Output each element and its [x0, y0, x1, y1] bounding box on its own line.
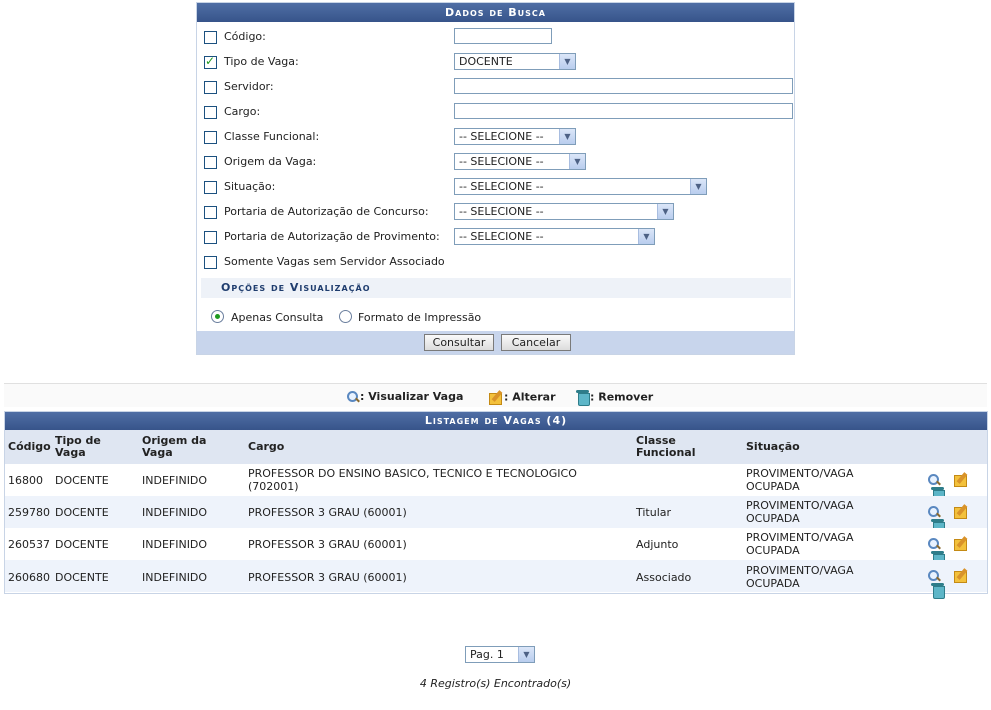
- portaria-concurso-value: -- SELECIONE --: [459, 205, 544, 218]
- edit-icon: [488, 390, 504, 405]
- row-situacao: [197, 178, 794, 200]
- table-row: [5, 560, 987, 592]
- legend-visualizar-label: : Visualizar Vaga: [360, 390, 464, 403]
- servidor-input[interactable]: [454, 78, 793, 94]
- button-bar: [197, 331, 794, 354]
- chevron-down-icon: ▼: [559, 54, 575, 69]
- cell-situacao: PROVIMENTO/VAGA OCUPADA: [746, 564, 854, 590]
- cell-classe: Titular: [636, 506, 672, 519]
- edit-icon[interactable]: [953, 568, 969, 583]
- chevron-down-icon: ▼: [518, 647, 534, 662]
- classe-funcional-label: Classe Funcional:: [224, 130, 320, 143]
- header-classe: Classe Funcional: [636, 434, 696, 459]
- cell-cargo: PROFESSOR DO ENSINO BASICO, TECNICO E TECNOLOGICO (702001): [248, 467, 577, 493]
- edit-icon[interactable]: [953, 472, 969, 487]
- cell-tipo: DOCENTE: [55, 506, 109, 519]
- row-actions: [927, 568, 983, 584]
- apenas-consulta-label: Apenas Consulta: [231, 311, 324, 324]
- formato-impressao-radio[interactable]: [339, 310, 352, 323]
- cell-classe: Associado: [636, 571, 692, 584]
- consultar-button[interactable]: Consultar: [424, 334, 494, 351]
- portaria-concurso-checkbox[interactable]: [204, 206, 217, 219]
- tipo-vaga-checkbox[interactable]: [204, 56, 217, 69]
- header-situacao: Situação: [746, 440, 800, 453]
- cell-codigo: 260537: [8, 538, 50, 551]
- row-somente-vagas: [197, 253, 794, 275]
- cell-tipo: DOCENTE: [55, 538, 109, 551]
- classe-funcional-value: -- SELECIONE --: [459, 130, 544, 143]
- codigo-input[interactable]: [454, 28, 552, 44]
- row-portaria-provimento: [197, 228, 794, 250]
- situacao-label: Situação:: [224, 180, 276, 193]
- edit-icon[interactable]: [953, 536, 969, 551]
- header-cargo: Cargo: [248, 440, 285, 453]
- view-icon[interactable]: [927, 505, 941, 519]
- row-portaria-concurso: [197, 203, 794, 225]
- view-icon[interactable]: [927, 537, 941, 551]
- trash-icon: [576, 390, 590, 405]
- row-classe-funcional: [197, 128, 794, 150]
- classe-funcional-select[interactable]: [454, 128, 576, 145]
- origem-vaga-checkbox[interactable]: [204, 156, 217, 169]
- cell-codigo: 16800: [8, 474, 43, 487]
- servidor-checkbox[interactable]: [204, 81, 217, 94]
- view-icon[interactable]: [927, 473, 941, 487]
- cell-codigo: 259780: [8, 506, 50, 519]
- cell-cargo: PROFESSOR 3 GRAU (60001): [248, 538, 407, 551]
- row-codigo: [197, 28, 794, 50]
- search-title: Dados de Busca: [197, 3, 794, 22]
- view-options-title: Opções de Visualização: [201, 278, 791, 298]
- portaria-provimento-value: -- SELECIONE --: [459, 230, 544, 243]
- cargo-label: Cargo:: [224, 105, 261, 118]
- table-row: [5, 496, 987, 528]
- header-tipo: Tipo de Vaga: [55, 434, 101, 459]
- trash-icon[interactable]: [931, 583, 945, 598]
- cell-situacao: PROVIMENTO/VAGA OCUPADA: [746, 467, 854, 493]
- row-origem-vaga: [197, 153, 794, 175]
- row-tipo-vaga: [197, 53, 794, 75]
- page-select[interactable]: [465, 646, 535, 663]
- cell-classe: Adjunto: [636, 538, 679, 551]
- cell-codigo: 260680: [8, 571, 50, 584]
- page-select-value: Pag. 1: [470, 648, 504, 661]
- codigo-label: Código:: [224, 30, 266, 43]
- cell-tipo: DOCENTE: [55, 474, 109, 487]
- portaria-concurso-select[interactable]: [454, 203, 674, 220]
- apenas-consulta-radio[interactable]: [211, 310, 224, 323]
- header-codigo: Código: [8, 440, 51, 453]
- portaria-concurso-label: Portaria de Autorização de Concurso:: [224, 205, 429, 218]
- edit-icon[interactable]: [953, 504, 969, 519]
- origem-vaga-select[interactable]: [454, 153, 586, 170]
- listing-title: Listagem de Vagas (4): [5, 412, 987, 430]
- view-icon[interactable]: [927, 569, 941, 583]
- somente-vagas-checkbox[interactable]: [204, 256, 217, 269]
- chevron-down-icon: ▼: [657, 204, 673, 219]
- chevron-down-icon: ▼: [569, 154, 585, 169]
- search-form: [196, 2, 795, 355]
- situacao-checkbox[interactable]: [204, 181, 217, 194]
- servidor-label: Servidor:: [224, 80, 274, 93]
- magnifier-icon: [346, 390, 360, 404]
- classe-funcional-checkbox[interactable]: [204, 131, 217, 144]
- cell-tipo: DOCENTE: [55, 571, 109, 584]
- vagas-listing: [4, 411, 988, 594]
- legend-visualizar: [346, 390, 463, 404]
- chevron-down-icon: ▼: [690, 179, 706, 194]
- row-actions: [927, 504, 983, 520]
- portaria-provimento-label: Portaria de Autorização de Provimento:: [224, 230, 440, 243]
- portaria-provimento-checkbox[interactable]: [204, 231, 217, 244]
- cell-origem: INDEFINIDO: [142, 571, 208, 584]
- portaria-provimento-select[interactable]: [454, 228, 655, 245]
- table-row: [5, 528, 987, 560]
- row-cargo: [197, 103, 794, 125]
- row-actions: [927, 472, 983, 488]
- legend-alterar-label: : Alterar: [504, 390, 556, 404]
- cell-origem: INDEFINIDO: [142, 506, 208, 519]
- cell-situacao: PROVIMENTO/VAGA OCUPADA: [746, 531, 854, 557]
- tipo-vaga-value: DOCENTE: [459, 55, 513, 68]
- records-found: 4 Registro(s) Encontrado(s): [419, 677, 572, 690]
- cell-cargo: PROFESSOR 3 GRAU (60001): [248, 506, 407, 519]
- legend-alterar: [488, 390, 556, 405]
- formato-impressao-label: Formato de Impressão: [358, 311, 482, 324]
- cell-origem: INDEFINIDO: [142, 474, 208, 487]
- origem-vaga-label: Origem da Vaga:: [224, 155, 317, 168]
- row-actions: [927, 536, 983, 552]
- table-row: [5, 464, 987, 496]
- codigo-checkbox[interactable]: [204, 31, 217, 44]
- cell-situacao: PROVIMENTO/VAGA OCUPADA: [746, 499, 854, 525]
- cell-cargo: PROFESSOR 3 GRAU (60001): [248, 571, 407, 584]
- somente-vagas-label: Somente Vagas sem Servidor Associado: [224, 255, 445, 268]
- cargo-checkbox[interactable]: [204, 106, 217, 119]
- origem-vaga-value: -- SELECIONE --: [459, 155, 544, 168]
- legend-remover-label: : Remover: [590, 390, 654, 404]
- cargo-input[interactable]: [454, 103, 793, 119]
- tipo-vaga-select[interactable]: [454, 53, 576, 70]
- row-servidor: [197, 78, 794, 100]
- chevron-down-icon: ▼: [638, 229, 654, 244]
- cancelar-button[interactable]: Cancelar: [501, 334, 571, 351]
- legend-remover: [576, 390, 653, 405]
- action-legend: [4, 383, 987, 407]
- table-header: [5, 430, 987, 464]
- tipo-vaga-label: Tipo de Vaga:: [224, 55, 299, 68]
- situacao-select[interactable]: [454, 178, 707, 195]
- situacao-value: -- SELECIONE --: [459, 180, 544, 193]
- header-origem: Origem da Vaga: [142, 434, 207, 459]
- chevron-down-icon: ▼: [559, 129, 575, 144]
- cell-origem: INDEFINIDO: [142, 538, 208, 551]
